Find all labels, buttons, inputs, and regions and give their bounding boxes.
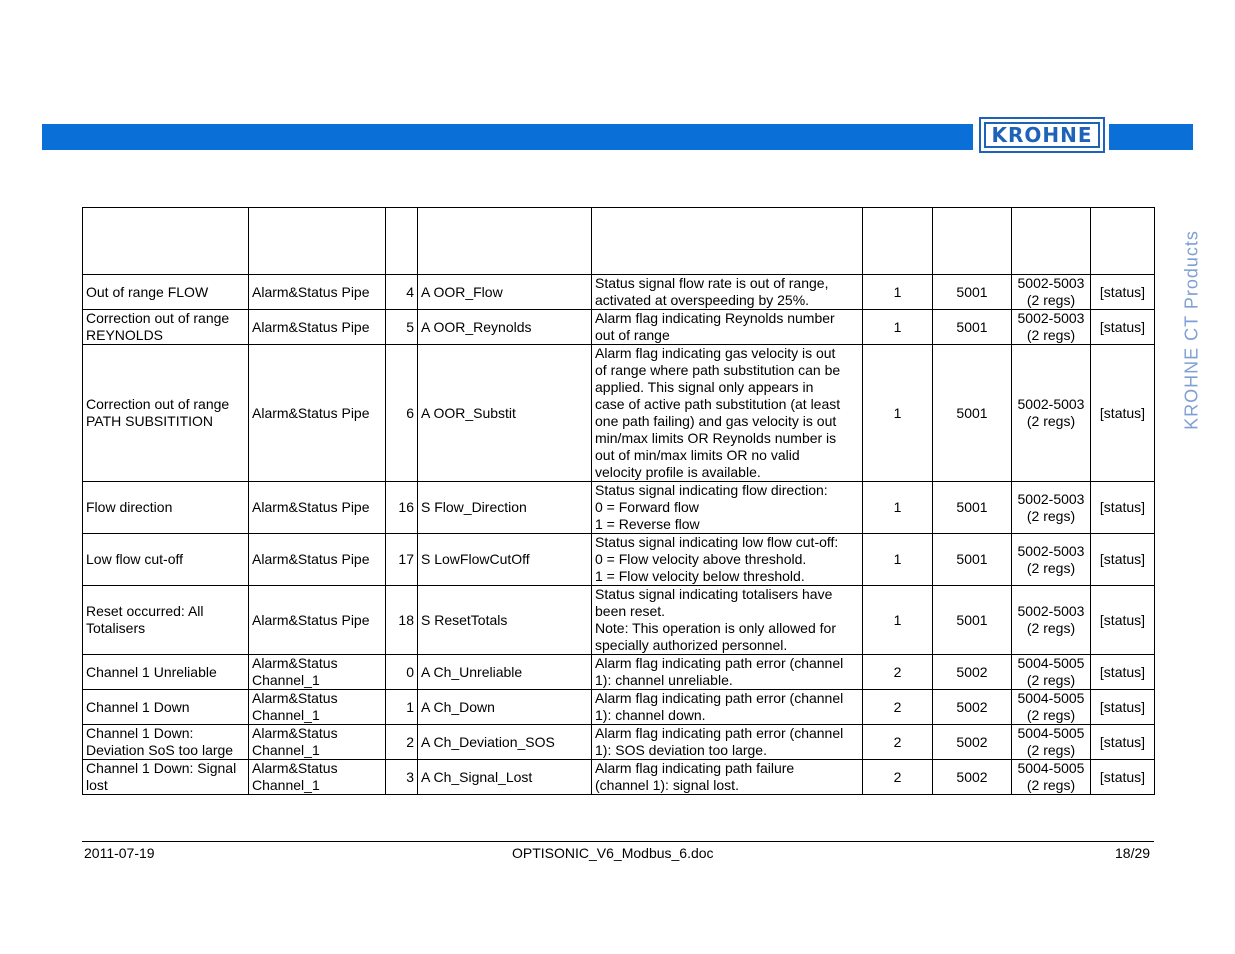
cell-register: 5001 bbox=[933, 482, 1012, 534]
cell-group: Alarm&Status Pipe bbox=[249, 345, 386, 482]
cell-group: Alarm&Status Pipe bbox=[249, 275, 386, 310]
cell-register: 5001 bbox=[933, 534, 1012, 586]
cell-type: [status] bbox=[1091, 586, 1155, 655]
cell-type: [status] bbox=[1091, 760, 1155, 795]
cell-signal-id: A Ch_Down bbox=[418, 690, 592, 725]
register-table bbox=[82, 207, 1155, 795]
cell-description: Alarm flag indicating Reynolds number out of range bbox=[592, 310, 863, 345]
cell-description: Status signal indicating low flow cut-off: 0 = Flow velocity above threshold. 1 = Flow velocity below threshold. bbox=[592, 534, 863, 586]
cell-signal-id: A Ch_Deviation_SOS bbox=[418, 725, 592, 760]
cell-group: Alarm&Status Channel_1 bbox=[249, 725, 386, 760]
header-bar-right bbox=[1109, 124, 1193, 150]
cell-register: 5001 bbox=[933, 275, 1012, 310]
cell-count: 2 bbox=[863, 690, 933, 725]
cell-name: Channel 1 Unreliable bbox=[83, 655, 249, 690]
header-cell bbox=[386, 208, 418, 275]
cell-count: 2 bbox=[863, 760, 933, 795]
cell-count: 1 bbox=[863, 482, 933, 534]
logo-text: KROHNE bbox=[984, 122, 1100, 148]
cell-register-range: 5002-5003 (2 regs) bbox=[1012, 586, 1091, 655]
footer-filename: OPTISONIC_V6_Modbus_6.doc bbox=[512, 845, 714, 861]
cell-type: [status] bbox=[1091, 275, 1155, 310]
table-row bbox=[83, 690, 1155, 725]
cell-description: Status signal indicating flow direction: 0 = Forward flow 1 = Reverse flow bbox=[592, 482, 863, 534]
cell-name: Correction out of range REYNOLDS bbox=[83, 310, 249, 345]
footer-rule bbox=[82, 841, 1154, 842]
cell-count: 2 bbox=[863, 725, 933, 760]
cell-bit: 16 bbox=[386, 482, 418, 534]
cell-register-range: 5004-5005 (2 regs) bbox=[1012, 725, 1091, 760]
cell-count: 1 bbox=[863, 534, 933, 586]
table-row bbox=[83, 275, 1155, 310]
cell-bit: 17 bbox=[386, 534, 418, 586]
cell-description: Alarm flag indicating path error (channel 1): channel down. bbox=[592, 690, 863, 725]
cell-bit: 6 bbox=[386, 345, 418, 482]
cell-register: 5001 bbox=[933, 586, 1012, 655]
table-row bbox=[83, 760, 1155, 795]
cell-type: [status] bbox=[1091, 534, 1155, 586]
cell-name: Channel 1 Down: Signal lost bbox=[83, 760, 249, 795]
table-row bbox=[83, 655, 1155, 690]
cell-signal-id: A Ch_Unreliable bbox=[418, 655, 592, 690]
table-row bbox=[83, 482, 1155, 534]
cell-group: Alarm&Status Pipe bbox=[249, 534, 386, 586]
cell-name: Correction out of range PATH SUBSITITION bbox=[83, 345, 249, 482]
cell-signal-id: S ResetTotals bbox=[418, 586, 592, 655]
cell-signal-id: A OOR_Reynolds bbox=[418, 310, 592, 345]
cell-signal-id: A OOR_Substit bbox=[418, 345, 592, 482]
cell-register: 5002 bbox=[933, 760, 1012, 795]
cell-name: Reset occurred: All Totalisers bbox=[83, 586, 249, 655]
cell-register-range: 5004-5005 (2 regs) bbox=[1012, 690, 1091, 725]
cell-description: Alarm flag indicating path error (channel 1): SOS deviation too large. bbox=[592, 725, 863, 760]
footer-date: 2011-07-19 bbox=[84, 845, 155, 861]
header-cell bbox=[933, 208, 1012, 275]
cell-name: Flow direction bbox=[83, 482, 249, 534]
cell-type: [status] bbox=[1091, 655, 1155, 690]
cell-register: 5002 bbox=[933, 690, 1012, 725]
cell-count: 1 bbox=[863, 310, 933, 345]
cell-bit: 1 bbox=[386, 690, 418, 725]
header-cell bbox=[83, 208, 249, 275]
table-header-row bbox=[83, 208, 1155, 275]
cell-name: Out of range FLOW bbox=[83, 275, 249, 310]
cell-bit: 3 bbox=[386, 760, 418, 795]
header-cell bbox=[249, 208, 386, 275]
header-cell bbox=[592, 208, 863, 275]
cell-type: [status] bbox=[1091, 725, 1155, 760]
header-bar-left bbox=[42, 124, 973, 150]
cell-bit: 0 bbox=[386, 655, 418, 690]
header-cell bbox=[863, 208, 933, 275]
cell-type: [status] bbox=[1091, 482, 1155, 534]
cell-type: [status] bbox=[1091, 310, 1155, 345]
cell-register-range: 5004-5005 (2 regs) bbox=[1012, 655, 1091, 690]
table-row bbox=[83, 310, 1155, 345]
header-cell bbox=[418, 208, 592, 275]
cell-description: Alarm flag indicating path failure (channel 1): signal lost. bbox=[592, 760, 863, 795]
cell-signal-id: S Flow_Direction bbox=[418, 482, 592, 534]
side-brand-text: KROHNE CT Products bbox=[1181, 230, 1202, 430]
cell-register: 5001 bbox=[933, 345, 1012, 482]
cell-register-range: 5002-5003 (2 regs) bbox=[1012, 310, 1091, 345]
side-brand bbox=[1172, 210, 1212, 450]
cell-description: Status signal flow rate is out of range, activated at overspeeding by 25%. bbox=[592, 275, 863, 310]
footer-page-number: 18/29 bbox=[1115, 845, 1151, 861]
cell-bit: 18 bbox=[386, 586, 418, 655]
cell-bit: 5 bbox=[386, 310, 418, 345]
cell-register-range: 5002-5003 (2 regs) bbox=[1012, 534, 1091, 586]
header-cell bbox=[1091, 208, 1155, 275]
cell-description: Alarm flag indicating path error (channel 1): channel unreliable. bbox=[592, 655, 863, 690]
cell-register: 5002 bbox=[933, 725, 1012, 760]
cell-register-range: 5002-5003 (2 regs) bbox=[1012, 345, 1091, 482]
cell-type: [status] bbox=[1091, 690, 1155, 725]
table-row bbox=[83, 534, 1155, 586]
cell-register-range: 5002-5003 (2 regs) bbox=[1012, 275, 1091, 310]
cell-type: [status] bbox=[1091, 345, 1155, 482]
krohne-logo bbox=[979, 117, 1105, 153]
cell-description: Alarm flag indicating gas velocity is out of range where path substitution can be applied. This signal only appears in case of active path substitution (at least one path failing) and gas velocity is out min/max limits OR Reynolds number is out of min/max limits OR no valid velocity profile is available. bbox=[592, 345, 863, 482]
cell-group: Alarm&Status Channel_1 bbox=[249, 655, 386, 690]
cell-name: Channel 1 Down: Deviation SoS too large bbox=[83, 725, 249, 760]
table-row bbox=[83, 345, 1155, 482]
cell-signal-id: A OOR_Flow bbox=[418, 275, 592, 310]
table-row bbox=[83, 725, 1155, 760]
cell-group: Alarm&Status Pipe bbox=[249, 482, 386, 534]
cell-name: Low flow cut-off bbox=[83, 534, 249, 586]
cell-count: 1 bbox=[863, 586, 933, 655]
cell-group: Alarm&Status Pipe bbox=[249, 310, 386, 345]
cell-register-range: 5004-5005 (2 regs) bbox=[1012, 760, 1091, 795]
cell-count: 1 bbox=[863, 345, 933, 482]
header-cell bbox=[1012, 208, 1091, 275]
cell-count: 1 bbox=[863, 275, 933, 310]
cell-description: Status signal indicating totalisers have been reset. Note: This operation is only allowed for specially authorized personnel. bbox=[592, 586, 863, 655]
cell-bit: 4 bbox=[386, 275, 418, 310]
cell-bit: 2 bbox=[386, 725, 418, 760]
cell-count: 2 bbox=[863, 655, 933, 690]
cell-register: 5002 bbox=[933, 655, 1012, 690]
cell-signal-id: S LowFlowCutOff bbox=[418, 534, 592, 586]
cell-group: Alarm&Status Pipe bbox=[249, 586, 386, 655]
cell-group: Alarm&Status Channel_1 bbox=[249, 690, 386, 725]
cell-signal-id: A Ch_Signal_Lost bbox=[418, 760, 592, 795]
table-row bbox=[83, 586, 1155, 655]
cell-group: Alarm&Status Channel_1 bbox=[249, 760, 386, 795]
cell-name: Channel 1 Down bbox=[83, 690, 249, 725]
cell-register-range: 5002-5003 (2 regs) bbox=[1012, 482, 1091, 534]
cell-register: 5001 bbox=[933, 310, 1012, 345]
